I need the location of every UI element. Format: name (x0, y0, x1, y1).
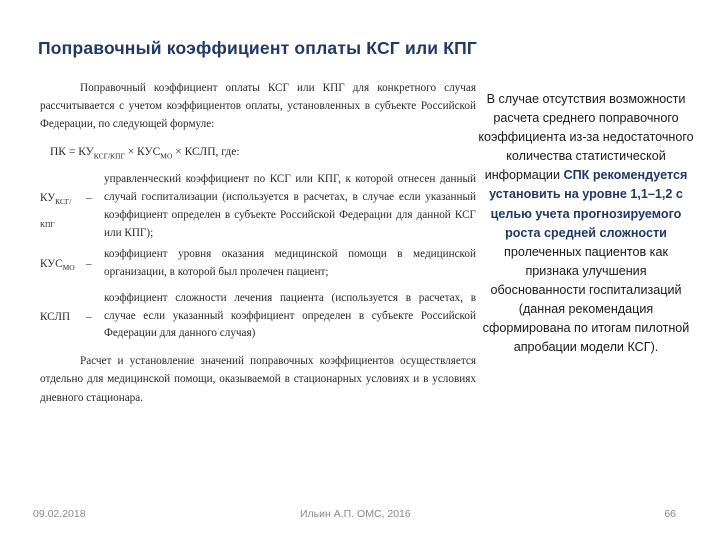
term-kus (40, 246, 476, 282)
formula-sub-mo: МО (160, 150, 173, 160)
note-highlight: СПК рекомендуется установить на уровне 1,1–1,2 с целью учета прогнозируемого роста средней сложности (489, 168, 688, 240)
term-dash: – (86, 192, 92, 205)
term-ku (40, 171, 476, 242)
term-definition: коэффициент сложности лечения пациента (используется в расчетах, в случае если указанный коэффициент определен в субъекте Российской Федерации для данного случая) (104, 291, 476, 340)
formula-rhs: × КСЛП, где: (172, 145, 240, 158)
note-text-end: пролеченных пациентов как признака улучшения обоснованности госпитализаций (данная рекомендация сформирована по итогам пилотной апробации модели КСГ). (482, 244, 690, 355)
term-symbol: КСЛП (40, 310, 71, 323)
formula (40, 143, 476, 166)
term-definition: коэффициент уровня оказания медицинской помощи в медицинской организации, в которой был пролечен пациент; (104, 248, 476, 279)
term-symbol: $КУС_{МО}$ (40, 258, 75, 273)
footer-page-number: 66 (664, 508, 676, 520)
slide-title: Поправочный коэффициент оплаты КСГ или КПГ (38, 38, 478, 58)
side-note (478, 90, 694, 357)
formula-mid: × КУС (124, 145, 161, 158)
term-dash: – (86, 310, 92, 323)
document-excerpt (40, 79, 476, 439)
footer-date: 09.02.2018 (33, 508, 86, 520)
term-kslp (40, 290, 476, 343)
formula-lhs: ПК = КУ (50, 145, 94, 158)
closing-paragraph: Расчет и установление значений поправочных коэффициентов осуществляется отдельно для медицинской помощи, оказываемой в стационарных условиях и в условиях дневного стационара. (40, 355, 476, 404)
footer-author: Ильин А.П. ОМС, 2016 (300, 508, 411, 520)
term-symbol: $КУ_{КСГ/КПГ}$ (40, 192, 72, 229)
intro-paragraph: Поправочный коэффициент оплаты КСГ или КПГ для конкретного случая рассчитывается с учетом коэффициентов оплаты, установленных в субъекте Российской Федерации, по следующей формуле: (40, 82, 476, 131)
term-definition: управленческий коэффициент по КСГ или КПГ, к которой отнесен данный случай госпитализации (используется в расчетах, в случае если указанный коэффициент определен в субъекте Российской Федерации для данной КСГ или КПГ); (104, 173, 476, 239)
formula-sub-ksg: КСГ/КПГ (93, 150, 125, 160)
term-dash: – (86, 258, 92, 271)
note-text-start: В случае отсутствия возможности расчета среднего поправочного коэффициента из-за недостаточного количества статистической информации (478, 92, 694, 183)
